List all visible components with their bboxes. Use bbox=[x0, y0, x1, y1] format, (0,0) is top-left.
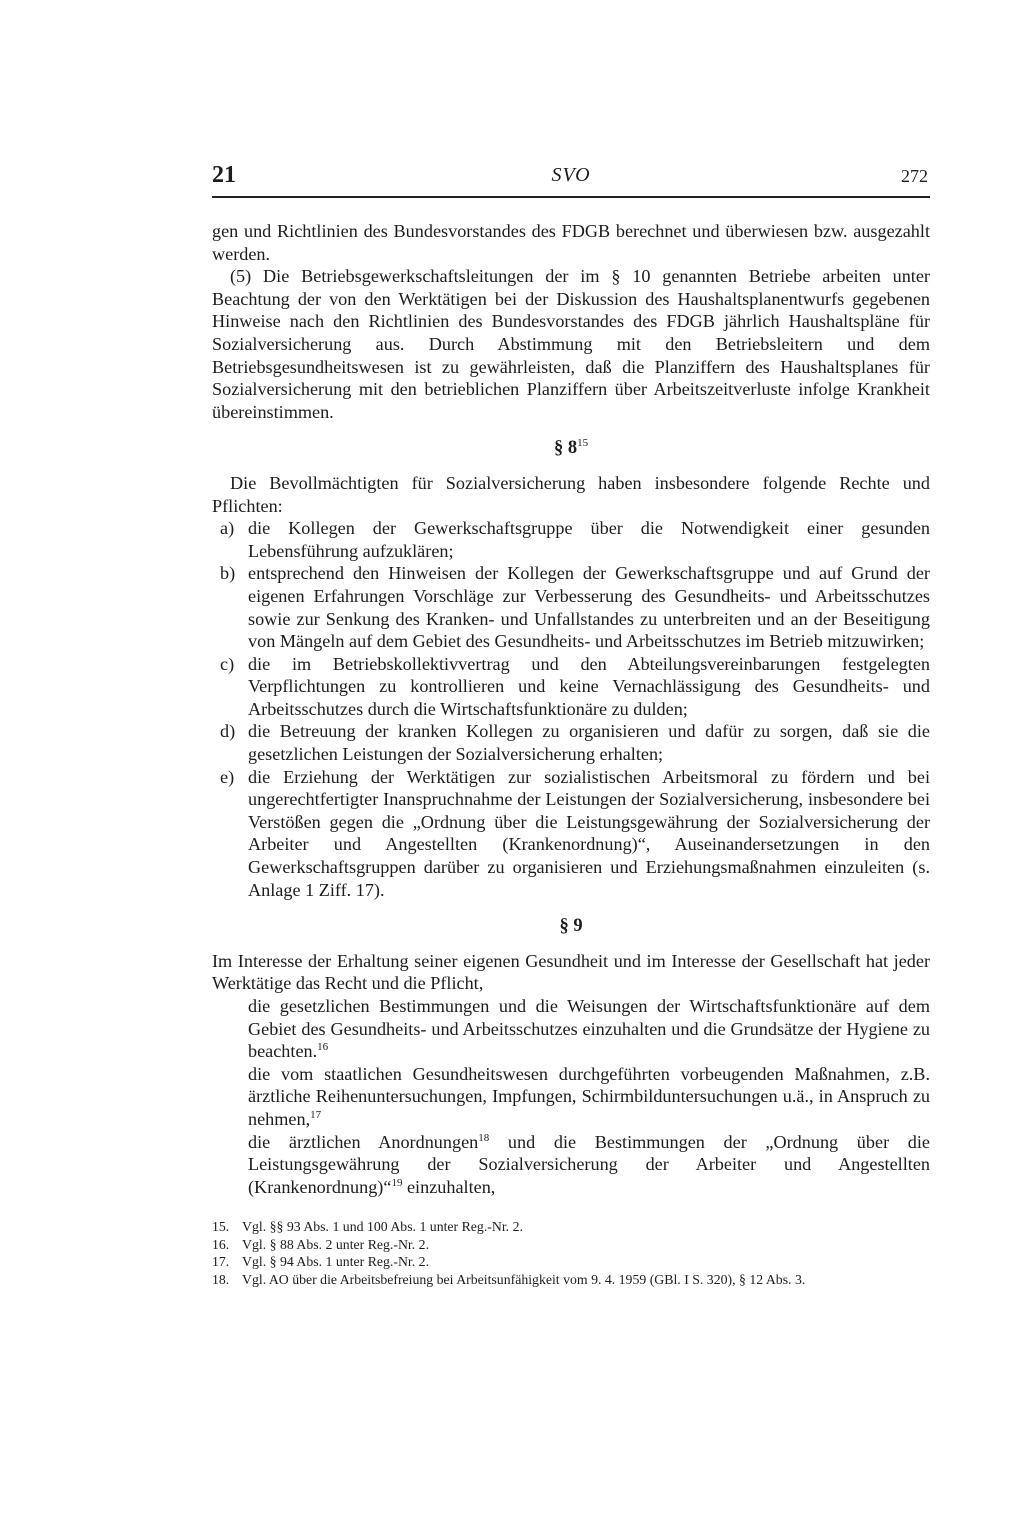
section-9-block-1 bbox=[212, 995, 930, 1063]
list-item-text: die Kollegen der Gewerkschaftsgruppe über die Notwendigkeit einer gesunden Lebensführung aufzuklären; bbox=[248, 518, 930, 561]
footnote-15 bbox=[212, 1218, 930, 1236]
paragraph-5: (5) Die Betriebsgewerkschaftsleitungen der im § 10 genannten Betriebe arbeiten unter Beachtung der von den Werktätigen bei der Diskussion des Haushaltsplanentwurfs gegebenen Hinweise nach den Richtlinien des Bundesvorstandes des FDGB jährlich Haushaltspläne für Sozialversicherung aus. Durch Abstimmung mit den Betriebsleitern und dem Betriebsgesundheitswesen ist zu gewährleisten, daß die Planziffern des Haushaltsplanes für Sozialversicherung mit den betrieblichen Planziffern über Arbeitszeitverluste infolge Krankheit übereinstimmen. bbox=[212, 266, 930, 422]
block-text: die ärztlichen Anordnungen bbox=[248, 1131, 479, 1152]
list-item-text: die Erziehung der Werktätigen zur sozialistischen Arbeitsmoral zu fördern und bei ungerechtfertigter Inanspruchnahme der Leistungen der Sozialversicherung, insbesondere bei Verstößen gegen die „Ordnung über die Leistungsgewährung der Sozialversicherung der Arbeiter und Angestellten (Krankenordnung)“, Auseinandersetzungen in den Gewerkschaftsgruppen darüber zu organisieren und Erziehungsmaßnahmen einzuleiten (s. Anlage 1 Ziff. 17). bbox=[248, 766, 930, 900]
list-letter: d) bbox=[220, 721, 236, 742]
footnote-ref-16: 16 bbox=[317, 1041, 329, 1054]
footnote-ref-17: 17 bbox=[310, 1108, 322, 1121]
paragraph-continuation: gen und Richtlinien des Bundesvorstandes des FDGB berechnet und überwiesen bzw. ausgezahlt werden. bbox=[212, 221, 930, 264]
list-item-d bbox=[212, 720, 930, 765]
footnote-text: Vgl. § 94 Abs. 1 unter Reg.-Nr. 2. bbox=[242, 1254, 430, 1270]
page-number: 272 bbox=[901, 166, 928, 186]
footnote-ref-18: 18 bbox=[478, 1131, 490, 1144]
section-8-intro: Die Bevollmächtigten für Sozialversicherung haben insbesondere folgende Rechte und Pflichten: bbox=[212, 472, 930, 516]
page-header bbox=[212, 158, 930, 198]
footnote-number: 17. bbox=[212, 1254, 230, 1270]
block-text: die gesetzlichen Bestimmungen und die Weisungen der Wirtschaftsfunktionäre auf dem Gebiet des Gesundheits- und Arbeitsschutzes einzuhalten und die Grundsätze der Hygiene zu beachten. bbox=[248, 996, 930, 1062]
list-item-b bbox=[212, 562, 930, 652]
list-item-text: die im Betriebskollektivvertrag und den Abteilungsvereinbarungen festgelegten Verpflichtungen zu kontrollieren und keine Vernachlässigung des Gesundheits- und Arbeitsschutzes durch die Wirtschaftsfunktionäre zu dulden; bbox=[248, 653, 930, 719]
section-8-label: § 8 bbox=[553, 438, 578, 459]
list-letter: e) bbox=[220, 766, 235, 787]
list-item-c bbox=[212, 653, 930, 721]
section-9-block-3 bbox=[212, 1131, 930, 1199]
footnote-16 bbox=[212, 1236, 930, 1254]
footnote-18 bbox=[212, 1271, 930, 1289]
section-9-block-2 bbox=[212, 1063, 930, 1131]
footnote-number: 18. bbox=[212, 1271, 230, 1287]
footnote-ref-19: 19 bbox=[391, 1176, 403, 1189]
section-heading-9: § 9 bbox=[559, 916, 583, 937]
list-item-text: entsprechend den Hinweisen der Kollegen der Gewerkschaftsgruppe und auf Grund der eigenen Erfahrungen Vorschläge zur Verbesserung des Gesundheits- und Arbeitsschutzes sowie zur Senkung des Kranken- und Unfallstandes zu unterbreiten und an der Beseitigung von Mängeln auf dem Gebiet des Gesundheits- und Arbeitsschutzes im Betrieb mitzuwirken; bbox=[248, 563, 930, 652]
footnote-text: Vgl. AO über die Arbeitsbefreiung bei Arbeitsunfähigkeit vom 9. 4. 1959 (GBl. I S. 320), § 12 Abs. 3. bbox=[242, 1271, 806, 1287]
block-text: die vom staatlichen Gesundheitswesen durchgeführten vorbeugenden Maßnahmen, z.B. ärztliche Reihenuntersuchungen, Impfungen, Schirmbilduntersuchungen u.ä., in Anspruch zu nehmen, bbox=[248, 1063, 930, 1129]
section-9-intro: Im Interesse der Erhaltung seiner eigenen Gesundheit und im Interesse der Gesellschaft hat jeder Werktätige das Recht und die Pflicht, bbox=[212, 950, 930, 994]
list-letter: c) bbox=[220, 653, 235, 674]
list-letter: b) bbox=[220, 563, 236, 584]
footnote-text: Vgl. §§ 93 Abs. 1 und 100 Abs. 1 unter Reg.-Nr. 2. bbox=[242, 1219, 523, 1235]
footnote-17 bbox=[212, 1253, 930, 1271]
footnote-number: 16. bbox=[212, 1236, 230, 1252]
list-item-e bbox=[212, 766, 930, 902]
list-letter: a) bbox=[220, 518, 235, 539]
block-text: einzuhalten, bbox=[402, 1176, 496, 1197]
document-page bbox=[212, 158, 930, 1288]
section-heading-8 bbox=[212, 437, 930, 460]
footnote-number: 15. bbox=[212, 1219, 230, 1235]
list-item-a bbox=[212, 517, 930, 562]
footnote-ref-15: 15 bbox=[577, 437, 589, 450]
footnotes bbox=[212, 1218, 930, 1288]
footnote-text: Vgl. § 88 Abs. 2 unter Reg.-Nr. 2. bbox=[242, 1236, 430, 1252]
list-item-text: die Betreuung der kranken Kollegen zu organisieren und dafür zu sorgen, daß sie die gesetzlichen Leistungen der Sozialversicherung erhalten; bbox=[248, 721, 930, 765]
chapter-number: 21 bbox=[212, 162, 236, 188]
body-text bbox=[212, 220, 930, 1198]
running-title: SVO bbox=[551, 164, 591, 186]
block-text: und die Bestimmungen der „Ordnung über die Leistungsgewährung der Sozialversicherung der Arbeiter und Angestellten (Krankenordnung)“ bbox=[248, 1131, 931, 1197]
